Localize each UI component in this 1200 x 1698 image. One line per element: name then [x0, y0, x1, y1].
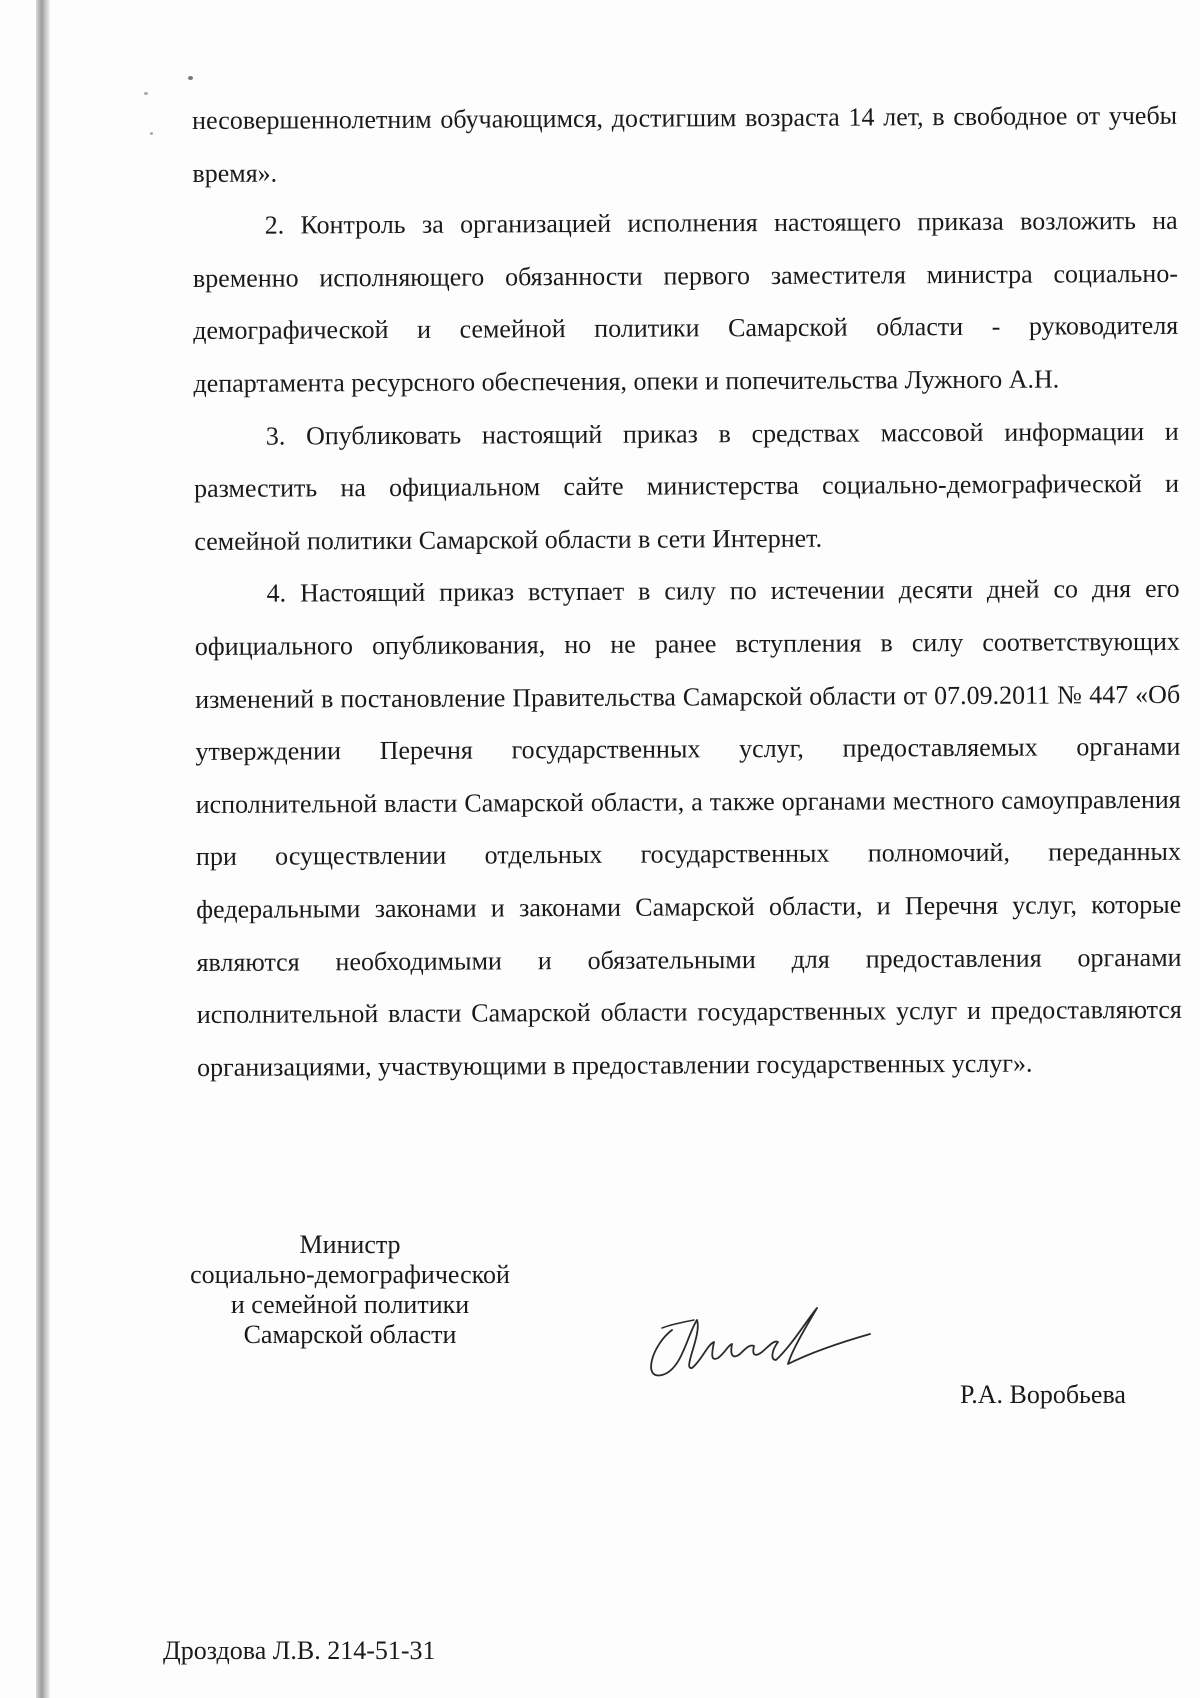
- paragraph-3: 3. Опубликовать настоящий приказ в средствах массовой информации и разместить на официальном сайте министерства социально-демографической и семейной политики Самарской области в сети Интернет.: [193, 416, 1180, 556]
- signatory-title-line: Самарской области: [243, 1320, 457, 1349]
- paragraph-2: 2. Контроль за организацией исполнения настоящего приказа возложить на временно исполняющего обязанности первого заместителя министра социально-демографической и семейной политики Самарской области - руководителя департамента ресурсного обеспечения, опеки и попечительства Лужного А.Н.: [192, 206, 1179, 398]
- paragraph-continued: несовершеннолетним обучающимся, достигшим возраста 14 лет, в свободное от учебы время».: [192, 100, 1178, 188]
- scan-speck: [144, 92, 148, 95]
- signatory-title: [150, 1230, 550, 1350]
- paragraph-4: 4. Настоящий приказ вступает в силу по истечении десяти дней со дня его официального опубликования, но не ранее вступления в силу соответствующих изменений в постановление Правительства Самарской области от 07.09.2011 № 447 «Об утверждении Перечня государственных услуг, предоставляемых органами исполнительной власти Самарской области, а также органами местного самоуправления при осуществлении отдельных государственных полномочий, переданных федеральными законами и законами Самарской области, и Перечня услуг, которые являются необходимыми и обязательными для предоставления органами исполнительной власти Самарской области государственных услуг и предоставляются организациями, участвующими в предоставлении государственных услуг».: [194, 574, 1182, 1082]
- scan-speck: [150, 132, 153, 135]
- executor-info: Дроздова Л.В. 214-51-31: [163, 1636, 436, 1665]
- handwritten-signature: [642, 1290, 872, 1390]
- scan-speck: [188, 76, 193, 80]
- signatory-name: Р.А. Воробьева: [960, 1380, 1126, 1409]
- scan-edge-shadow: [36, 0, 50, 1698]
- signatory-title-line: социально-демографической: [190, 1260, 510, 1289]
- document-body: [192, 90, 1182, 1094]
- signatory-title-line: Министр: [299, 1230, 401, 1259]
- signatory-title-line: и семейной политики: [230, 1290, 470, 1319]
